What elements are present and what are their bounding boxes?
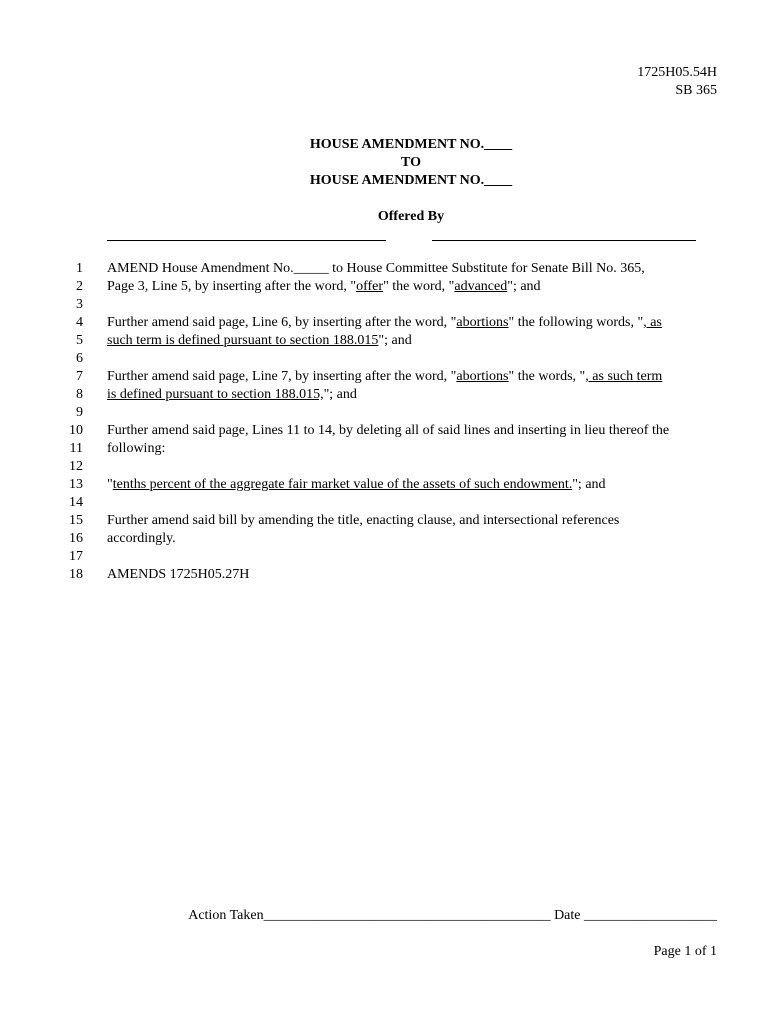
inserted-text: such term is defined pursuant to section 188.015 (107, 333, 379, 348)
body-line-4: Further amend said page, Line 6, by inserting after the word, "abortions" the following words, ", as (107, 315, 662, 330)
line-number: 14 (69, 495, 83, 510)
page-number: Page 1 of 1 (653, 944, 717, 959)
inserted-text: , as such term (585, 369, 663, 384)
inserted-word: offer (356, 279, 384, 294)
body-line-13: "tenths percent of the aggregate fair market value of the assets of such endowment."; and (107, 477, 606, 492)
body-line-18: AMENDS 1725H05.27H (107, 567, 250, 582)
inserted-text: tenths percent of the aggregate fair market value of the assets of such endowment. (112, 477, 573, 492)
line-number: 15 (69, 513, 83, 528)
line-number: 9 (76, 405, 83, 420)
body-line-7: Further amend said page, Line 7, by inserting after the word, "abortions" the words, ", as such term (107, 369, 663, 384)
document-id: 1725H05.54H (637, 65, 717, 80)
title-line-3: HOUSE AMENDMENT NO.____ (309, 173, 513, 188)
offered-by-line-left (107, 240, 386, 241)
referenced-word: abortions (456, 315, 509, 330)
body-line-5: such term is defined pursuant to section 188.015"; and (107, 333, 412, 348)
line-number: 10 (69, 423, 83, 438)
referenced-word: abortions (456, 369, 509, 384)
inserted-text: , as (643, 315, 662, 330)
bill-number: SB 365 (675, 83, 717, 98)
line-number: 8 (76, 387, 83, 402)
line-number: 5 (76, 333, 83, 348)
line-number: 17 (69, 549, 83, 564)
line-number: 11 (69, 441, 83, 456)
line-number: 16 (69, 531, 83, 546)
body-line-1: AMEND House Amendment No._____ to House Committee Substitute for Senate Bill No. 365, (107, 261, 645, 276)
line-number: 7 (76, 369, 83, 384)
body-line-10: Further amend said page, Lines 11 to 14, by deleting all of said lines and inserting in lieu thereof the (107, 423, 670, 438)
action-taken-line: Action Taken_________________________________________ Date ___________________ (188, 908, 717, 923)
body-line-8: is defined pursuant to section 188.015,"; and (107, 387, 357, 402)
inserted-text: is defined pursuant to section 188.015, (107, 387, 324, 402)
line-number: 18 (69, 567, 83, 582)
body-line-11: following: (107, 441, 166, 456)
body-line-15: Further amend said bill by amending the title, enacting clause, and intersectional references (107, 513, 620, 528)
line-number: 2 (76, 279, 83, 294)
line-number: 1 (76, 261, 83, 276)
body-line-2: Page 3, Line 5, by inserting after the word, "offer" the word, "advanced"; and (107, 279, 541, 294)
line-number: 6 (76, 351, 83, 366)
line-number: 4 (76, 315, 83, 330)
line-number: 12 (69, 459, 83, 474)
title-line-1: HOUSE AMENDMENT NO.____ (309, 137, 513, 152)
body-line-16: accordingly. (107, 531, 176, 546)
inserted-word: advanced (454, 279, 508, 294)
line-number: 13 (69, 477, 83, 492)
title-line-2: TO (401, 155, 421, 170)
offered-by-label: Offered By (377, 209, 445, 224)
line-number: 3 (76, 297, 83, 312)
offered-by-line-right (432, 240, 696, 241)
